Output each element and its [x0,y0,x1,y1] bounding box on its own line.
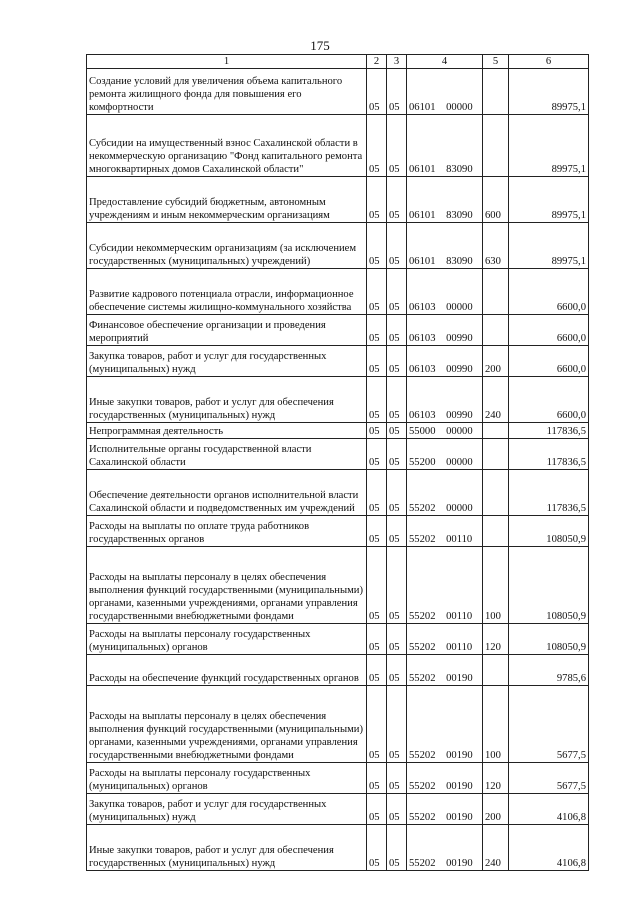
table-row [87,439,589,470]
row-code: 55200 00000 [407,439,483,470]
row-amount: 6600,0 [509,346,589,377]
table-row [87,470,589,516]
row-amount: 117836,5 [509,423,589,439]
row-section: 05 [367,423,387,439]
table-row [87,825,589,871]
table-row [87,69,589,115]
row-code: 06101 83090 [407,223,483,269]
row-amount: 89975,1 [509,69,589,115]
row-subsection: 05 [387,655,407,686]
table-row [87,223,589,269]
row-subsection: 05 [387,794,407,825]
col-header-type: 5 [483,55,509,69]
row-code: 55202 00190 [407,686,483,763]
row-amount: 6600,0 [509,377,589,423]
row-section: 05 [367,439,387,470]
table-row [87,624,589,655]
row-name: Закупка товаров, работ и услуг для государственных (муниципальных) нужд [87,794,367,825]
table-row [87,177,589,223]
row-name: Исполнительные органы государственной власти Сахалинской области [87,439,367,470]
row-type [483,655,509,686]
row-amount: 108050,9 [509,547,589,624]
row-amount: 4106,8 [509,825,589,871]
row-code: 55202 00000 [407,470,483,516]
row-amount: 117836,5 [509,470,589,516]
row-subsection: 05 [387,269,407,315]
row-code: 06101 83090 [407,177,483,223]
row-type [483,269,509,315]
row-amount: 6600,0 [509,269,589,315]
row-name: Обеспечение деятельности органов исполнительной власти Сахалинской области и подведомственных им учреждений [87,470,367,516]
row-type: 120 [483,763,509,794]
row-code: 06103 00000 [407,269,483,315]
table-row [87,269,589,315]
col-header-amount: 6 [509,55,589,69]
row-subsection: 05 [387,439,407,470]
row-code: 55202 00190 [407,655,483,686]
row-type: 240 [483,377,509,423]
row-section: 05 [367,825,387,871]
table-row [87,794,589,825]
row-name: Закупка товаров, работ и услуг для государственных (муниципальных) нужд [87,346,367,377]
row-name: Расходы на выплаты персоналу государственных (муниципальных) органов [87,624,367,655]
table-row [87,655,589,686]
row-subsection: 05 [387,346,407,377]
col-header-subsection: 3 [387,55,407,69]
row-section: 05 [367,624,387,655]
row-section: 05 [367,223,387,269]
row-subsection: 05 [387,624,407,655]
row-type: 200 [483,794,509,825]
table-row [87,423,589,439]
row-code: 06101 83090 [407,115,483,177]
row-name: Предоставление субсидий бюджетным, автономным учреждениям и иным некоммерческим организациям [87,177,367,223]
row-code: 06103 00990 [407,315,483,346]
table-row [87,346,589,377]
row-code: 55202 00190 [407,794,483,825]
row-code: 55202 00190 [407,763,483,794]
row-amount: 5677,5 [509,686,589,763]
row-code: 55202 00110 [407,624,483,655]
row-name: Субсидии некоммерческим организациям (за исключением государственных (муниципальных) учреждений) [87,223,367,269]
row-type: 100 [483,686,509,763]
row-amount: 89975,1 [509,177,589,223]
row-type: 200 [483,346,509,377]
row-code: 55202 00190 [407,825,483,871]
row-type: 100 [483,547,509,624]
row-amount: 4106,8 [509,794,589,825]
row-name: Субсидии на имущественный взнос Сахалинской области в некоммерческую организацию "Фонд капитального ремонта многоквартирных домов Сахалинской области" [87,115,367,177]
row-subsection: 05 [387,763,407,794]
row-type [483,315,509,346]
row-section: 05 [367,346,387,377]
col-header-code: 4 [407,55,483,69]
row-section: 05 [367,686,387,763]
row-amount: 117836,5 [509,439,589,470]
row-amount: 9785,6 [509,655,589,686]
row-type: 630 [483,223,509,269]
row-subsection: 05 [387,69,407,115]
row-amount: 89975,1 [509,115,589,177]
row-type [483,423,509,439]
row-amount: 108050,9 [509,516,589,547]
header-row [87,55,589,69]
row-section: 05 [367,794,387,825]
row-subsection: 05 [387,177,407,223]
row-section: 05 [367,547,387,624]
row-name: Расходы на выплаты персоналу государственных (муниципальных) органов [87,763,367,794]
table-row [87,377,589,423]
col-header-name: 1 [87,55,367,69]
row-type [483,69,509,115]
row-name: Расходы на выплаты персоналу в целях обеспечения выполнения функций государственными (муниципальными) органами, казенными учреждениями, органами управления государственными внебюджетными фондами [87,547,367,624]
row-subsection: 05 [387,423,407,439]
row-section: 05 [367,655,387,686]
row-subsection: 05 [387,470,407,516]
row-section: 05 [367,269,387,315]
row-subsection: 05 [387,547,407,624]
row-code: 55000 00000 [407,423,483,439]
row-type [483,115,509,177]
row-name: Иные закупки товаров, работ и услуг для обеспечения государственных (муниципальных) нужд [87,825,367,871]
table-row [87,516,589,547]
row-name: Финансовое обеспечение организации и проведения мероприятий [87,315,367,346]
row-code: 06101 00000 [407,69,483,115]
row-name: Расходы на выплаты по оплате труда работников государственных органов [87,516,367,547]
table-row [87,763,589,794]
table-row [87,315,589,346]
row-name: Расходы на обеспечение функций государственных органов [87,655,367,686]
table-row [87,686,589,763]
row-type [483,470,509,516]
row-subsection: 05 [387,315,407,346]
page-number: 175 [310,38,330,53]
row-subsection: 05 [387,516,407,547]
row-code: 06103 00990 [407,346,483,377]
row-name: Расходы на выплаты персоналу в целях обеспечения выполнения функций государственными (муниципальными) органами, казенными учреждениями, органами управления государственными внебюджетными фондами [87,686,367,763]
row-subsection: 05 [387,825,407,871]
row-section: 05 [367,516,387,547]
col-header-section: 2 [367,55,387,69]
row-name: Создание условий для увеличения объема капитального ремонта жилищного фонда для повышения его комфортности [87,69,367,115]
row-type: 240 [483,825,509,871]
table-row [87,547,589,624]
row-type: 600 [483,177,509,223]
row-section: 05 [367,115,387,177]
row-subsection: 05 [387,223,407,269]
row-name: Развитие кадрового потенциала отрасли, информационное обеспечение системы жилищно-коммунального хозяйства [87,269,367,315]
row-section: 05 [367,763,387,794]
row-subsection: 05 [387,115,407,177]
row-section: 05 [367,177,387,223]
row-subsection: 05 [387,686,407,763]
row-type [483,516,509,547]
budget-table [86,54,589,871]
row-amount: 6600,0 [509,315,589,346]
row-type [483,439,509,470]
row-subsection: 05 [387,377,407,423]
row-name: Непрограммная деятельность [87,423,367,439]
row-amount: 5677,5 [509,763,589,794]
row-type: 120 [483,624,509,655]
row-section: 05 [367,470,387,516]
row-code: 06103 00990 [407,377,483,423]
row-code: 55202 00110 [407,516,483,547]
row-amount: 89975,1 [509,223,589,269]
table-row [87,115,589,177]
row-section: 05 [367,69,387,115]
row-name: Иные закупки товаров, работ и услуг для обеспечения государственных (муниципальных) нужд [87,377,367,423]
row-section: 05 [367,377,387,423]
row-amount: 108050,9 [509,624,589,655]
row-code: 55202 00110 [407,547,483,624]
row-section: 05 [367,315,387,346]
